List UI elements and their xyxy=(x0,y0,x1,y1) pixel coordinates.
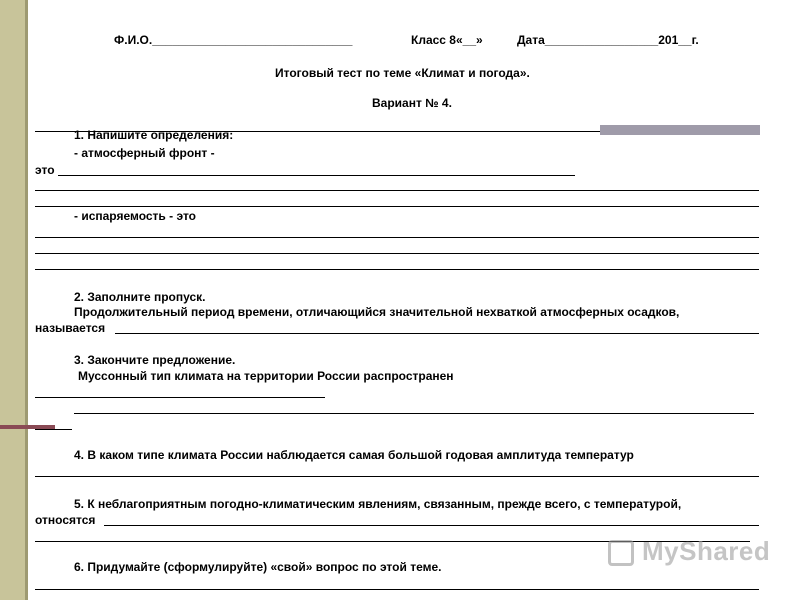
question-1-heading: 1. Напишите определения: xyxy=(74,128,234,142)
fio-field: Ф.И.О.______________________________ xyxy=(114,33,353,47)
question-3-heading: 3. Закончите предложение. xyxy=(74,353,236,367)
answer-line xyxy=(35,269,759,270)
class-field: Класс 8«__» xyxy=(411,33,483,47)
answer-line xyxy=(104,525,759,526)
answer-line xyxy=(35,237,759,238)
answer-line xyxy=(35,253,759,254)
answer-line xyxy=(115,333,759,334)
definition-item-atmospheric-front: - атмосферный фронт - xyxy=(74,146,215,160)
variant-label: Вариант № 4. xyxy=(372,96,452,110)
question-5-continuation: относятся xyxy=(35,513,96,527)
page-title: Итоговый тест по теме «Климат и погода». xyxy=(275,66,530,80)
answer-line xyxy=(35,190,759,191)
date-field: Дата_________________201__г. xyxy=(517,33,699,47)
answer-line xyxy=(35,397,325,398)
definition-item-evaporability: - испаряемость - это xyxy=(74,209,196,223)
watermark xyxy=(608,536,771,572)
question-3-text: Муссонный тип климата на территории России распространен xyxy=(78,369,454,383)
definition-item-continuation: это xyxy=(35,163,55,177)
decorative-bar xyxy=(600,125,760,135)
answer-line xyxy=(35,206,759,207)
answer-line xyxy=(74,413,754,414)
sidebar-edge xyxy=(25,0,28,600)
question-2-heading: 2. Заполните пропуск. xyxy=(74,290,206,304)
answer-line xyxy=(35,476,759,477)
question-5-text: 5. К неблагоприятным погодно-климатическим явлениям, связанным, прежде всего, с температурой, xyxy=(74,497,682,511)
answer-line xyxy=(35,429,72,430)
watermark-text: MyShared xyxy=(642,536,771,566)
question-2-continuation: называется xyxy=(35,321,106,335)
question-2-text: Продолжительный период времени, отличающийся значительной нехваткой атмосферных осадков, xyxy=(74,305,680,319)
question-4-text: 4. В каком типе климата России наблюдается самая большой годовая амплитуда температур xyxy=(74,448,634,462)
left-decorative-sidebar xyxy=(0,0,25,600)
answer-line xyxy=(58,175,575,176)
presentation-icon xyxy=(608,540,634,566)
question-6-text: 6. Придумайте (сформулируйте) «свой» вопрос по этой теме. xyxy=(74,560,442,574)
answer-line xyxy=(35,589,759,590)
